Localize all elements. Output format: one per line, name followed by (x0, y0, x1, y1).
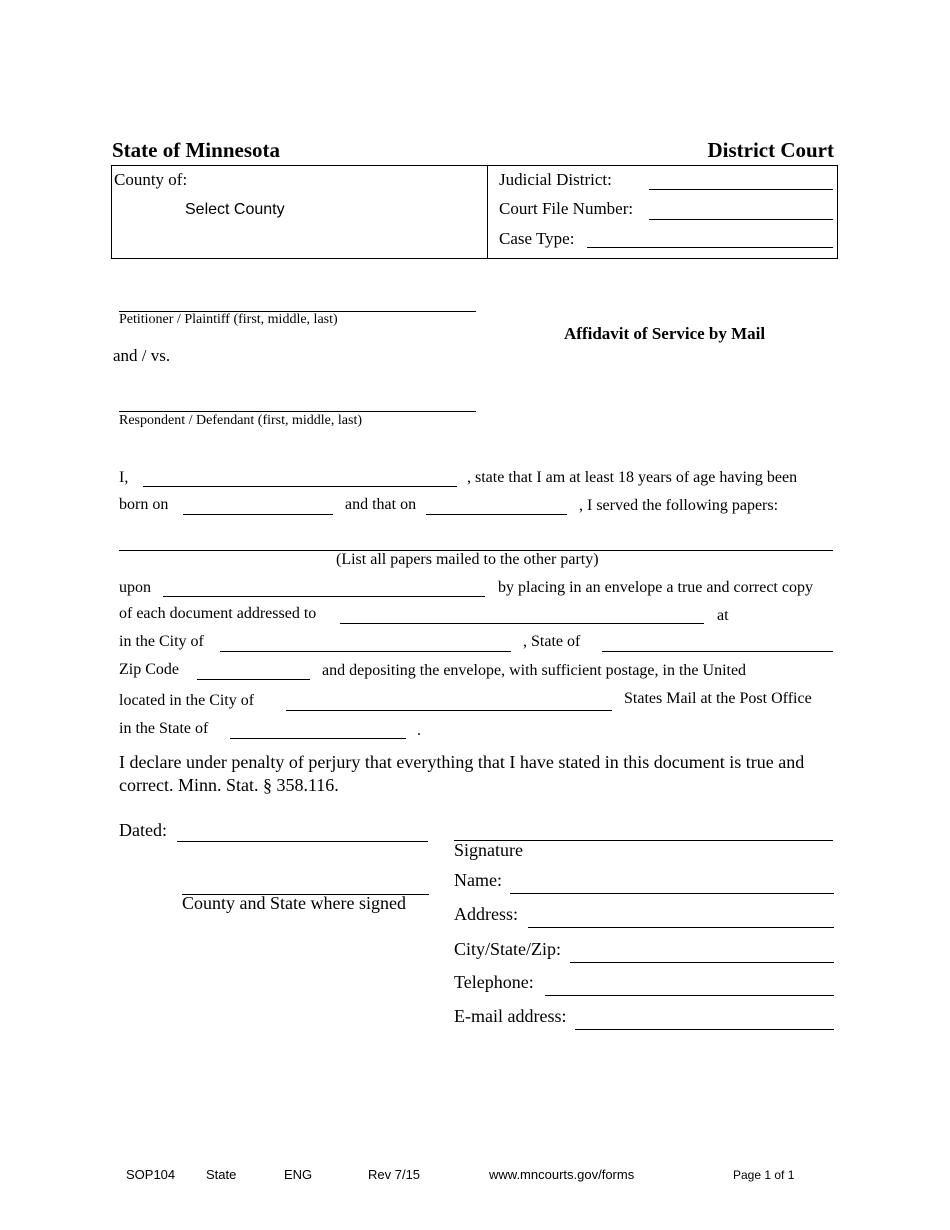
form-title: Affidavit of Service by Mail (564, 324, 766, 343)
respondent-caption: Respondent / Defendant (first, middle, last) (119, 413, 362, 428)
county-label: County of: (114, 170, 188, 189)
and-vs-label: and / vs. (113, 346, 171, 365)
city-field[interactable] (220, 651, 511, 652)
service-date-field[interactable] (426, 514, 567, 515)
footer-language: ENG (284, 1167, 313, 1182)
born-on-label: born on (119, 496, 169, 513)
dated-label: Dated: (119, 820, 167, 840)
post-office-state-field[interactable] (230, 738, 406, 739)
petitioner-caption: Petitioner / Plaintiff (first, middle, last) (119, 312, 338, 327)
dated-field[interactable] (177, 841, 428, 842)
county-state-caption: County and State where signed (182, 893, 406, 913)
birth-date-field[interactable] (183, 514, 333, 515)
addressee-field[interactable] (340, 623, 704, 624)
states-mail-text: States Mail at the Post Office (624, 690, 812, 707)
case-info-box (111, 165, 838, 259)
papers-list-caption: (List all papers mailed to the other party) (336, 551, 599, 568)
signature-caption: Signature (454, 840, 523, 860)
email-label: E-mail address: (454, 1006, 567, 1026)
court-title: District Court (707, 138, 834, 162)
court-file-number-field[interactable] (649, 219, 833, 220)
city-state-zip-field[interactable] (570, 962, 834, 963)
affiant-name-field[interactable] (143, 486, 457, 487)
footer-url[interactable]: www.mncourts.gov/forms (489, 1167, 635, 1182)
at-label: at (717, 607, 729, 624)
footer-page-number: Page 1 of 1 (733, 1168, 795, 1182)
county-select[interactable]: Select County (185, 201, 285, 218)
court-file-number-label: Court File Number: (499, 199, 634, 218)
i-label: I, (119, 469, 129, 486)
footer-jurisdiction: State (206, 1167, 237, 1182)
name-field[interactable] (510, 893, 834, 894)
footer-revision: Rev 7/15 (368, 1167, 421, 1182)
judicial-district-label: Judicial District: (499, 170, 612, 189)
and-that-on-label: and that on (345, 496, 417, 513)
declaration-line-2: correct. Minn. Stat. § 358.116. (119, 775, 339, 795)
address-label: Address: (454, 904, 518, 924)
upon-label: upon (119, 579, 151, 596)
in-city-of-label: in the City of (119, 633, 204, 650)
judicial-district-field[interactable] (649, 189, 833, 190)
respondent-field[interactable] (119, 411, 476, 412)
telephone-field[interactable] (545, 995, 834, 996)
state-title: State of Minnesota (112, 138, 280, 162)
address-field[interactable] (528, 927, 834, 928)
placing-text: by placing in an envelope a true and correct copy (498, 579, 813, 596)
case-box-divider (487, 166, 488, 258)
telephone-label: Telephone: (454, 972, 534, 992)
case-type-label: Case Type: (499, 229, 575, 248)
state-field[interactable] (602, 651, 833, 652)
served-party-field[interactable] (163, 596, 485, 597)
footer-form-id: SOP104 (126, 1167, 176, 1182)
period: . (417, 722, 421, 739)
name-label: Name: (454, 870, 502, 890)
depositing-text: and depositing the envelope, with sufficient postage, in the United (322, 662, 747, 679)
served-text: , I served the following papers: (579, 497, 779, 514)
post-office-city-field[interactable] (286, 710, 612, 711)
addressed-to-label: of each document addressed to (119, 605, 317, 622)
email-field[interactable] (575, 1029, 834, 1030)
case-type-field[interactable] (587, 247, 833, 248)
state-age-text: , state that I am at least 18 years of age having been (467, 469, 798, 486)
in-state-of-label: in the State of (119, 720, 209, 737)
declaration-line-1: I declare under penalty of perjury that everything that I have stated in this document is true and (119, 752, 805, 772)
located-city-label: located in the City of (119, 692, 255, 709)
city-state-zip-label: City/State/Zip: (454, 939, 561, 959)
zip-code-label: Zip Code (119, 661, 179, 678)
state-of-label: , State of (523, 633, 581, 650)
zip-code-field[interactable] (197, 679, 310, 680)
